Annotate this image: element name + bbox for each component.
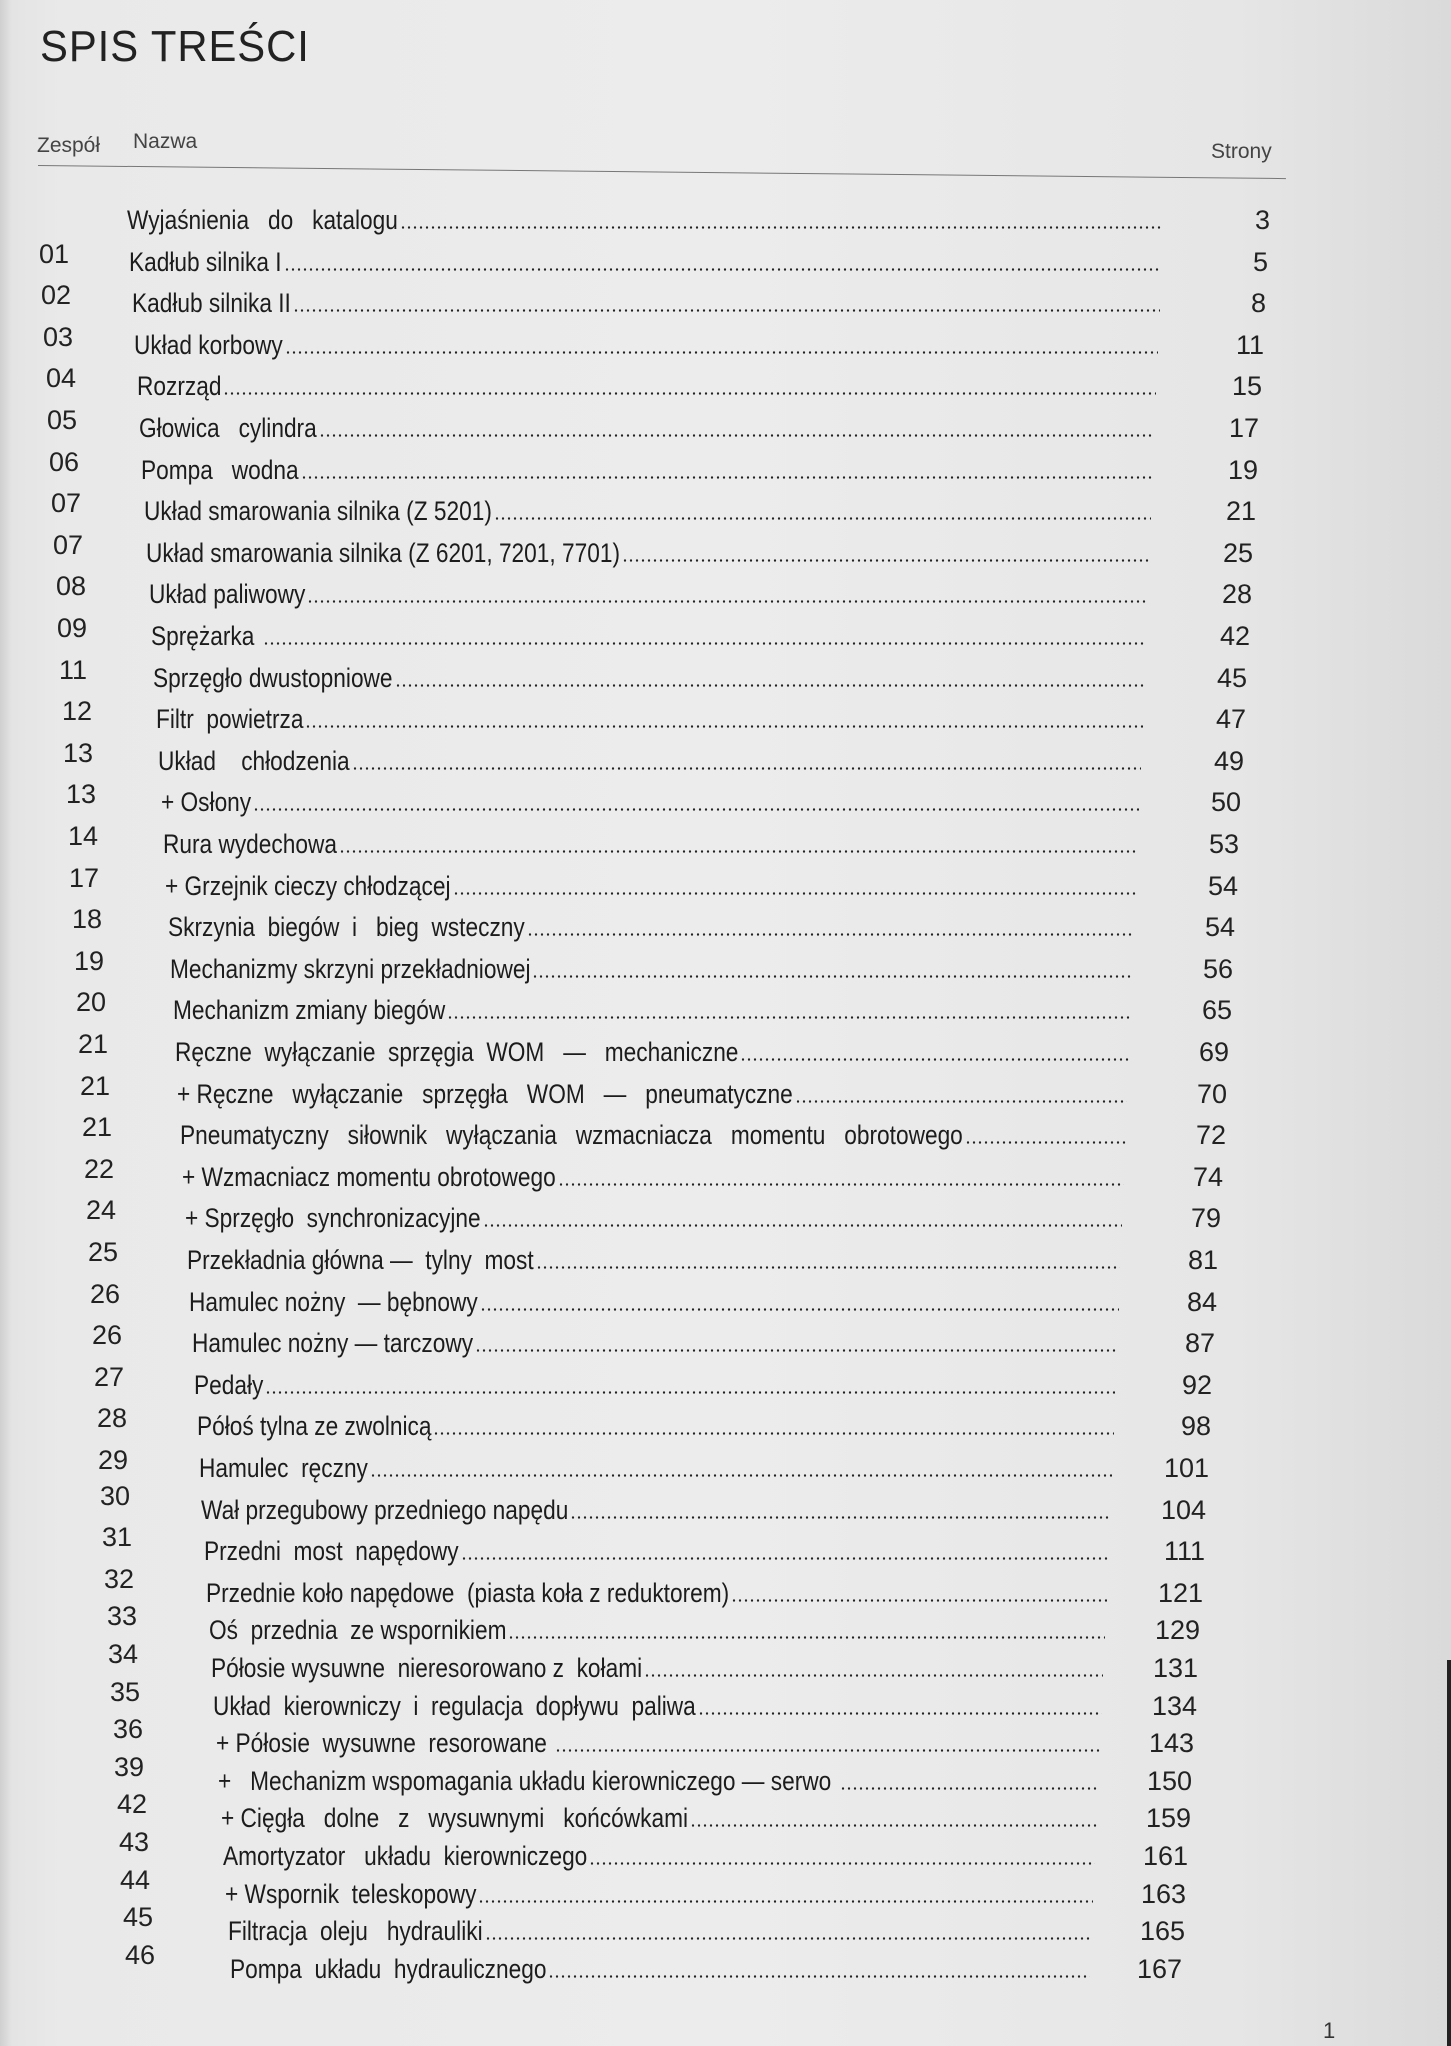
entry-title: Przednie koło napędowe (piasta koła z reduktorem) [206, 1577, 730, 1608]
group-number: 26 [90, 1278, 121, 1309]
page-number: 15 [1231, 371, 1262, 402]
dot-leader [536, 1266, 1120, 1269]
entry-title: Układ smarowania silnika (Z 5201) [144, 496, 492, 527]
group-number: 07 [53, 529, 84, 560]
page-number: 111 [1163, 1536, 1205, 1567]
page-number: 131 [1152, 1653, 1198, 1683]
page-number: 8 [1250, 288, 1266, 319]
toc-entry[interactable] [0, 1236, 1451, 1276]
toc-entry[interactable] [0, 862, 1451, 902]
group-number: 25 [88, 1237, 119, 1267]
page-number: 47 [1215, 704, 1246, 735]
page-number: 17 [1228, 413, 1259, 443]
page-number: 121 [1157, 1577, 1203, 1608]
toc-entry[interactable] [0, 1028, 1451, 1068]
dot-leader [253, 808, 1139, 811]
dot-leader [840, 1787, 1098, 1790]
dot-leader [263, 642, 1146, 645]
dot-leader [285, 351, 1158, 354]
dot-leader [265, 1391, 1115, 1394]
page-number: 70 [1196, 1078, 1227, 1109]
entry-title: Przedni most napędowy [204, 1536, 459, 1567]
toc-entry[interactable] [0, 1827, 1451, 1872]
toc-entry[interactable] [0, 1319, 1451, 1359]
toc-entry[interactable] [0, 1751, 1451, 1797]
entry-title-with-leader [223, 1840, 1095, 1872]
toc-entry[interactable] [0, 1639, 1451, 1684]
toc-entry[interactable] [0, 820, 1451, 860]
entry-title: Mechanizmy skrzyni przekładniowej [170, 953, 531, 984]
entry-title-with-leader [129, 246, 1161, 278]
page-number: 163 [1140, 1878, 1186, 1909]
toc-entry[interactable] [0, 1864, 1451, 1910]
dot-leader [548, 1975, 1090, 1978]
page-number: 104 [1160, 1494, 1206, 1525]
dot-leader [508, 1636, 1105, 1639]
entry-title-with-leader [180, 1119, 1126, 1151]
entry-title: + Osłony [161, 787, 252, 818]
page-number: 5 [1252, 246, 1268, 277]
toc-entry[interactable] [0, 1789, 1451, 1834]
dot-leader [475, 1349, 1117, 1352]
page-number: 50 [1210, 787, 1241, 818]
entry-title-with-leader [170, 953, 1132, 985]
entry-title: Pneumatyczny siłownik wyłączania wzmacniacza momentu obrotowego [180, 1120, 963, 1151]
group-number: 13 [66, 779, 97, 810]
toc-entry[interactable] [0, 1601, 1451, 1646]
toc-entry[interactable] [0, 1070, 1451, 1110]
dot-leader [453, 892, 1137, 895]
page-number: 54 [1207, 870, 1238, 901]
toc-entry[interactable] [0, 279, 1451, 319]
entry-title: + Półosie wysuwne resorowane [216, 1728, 554, 1759]
toc-entry[interactable] [0, 903, 1451, 943]
page-number: 134 [1151, 1690, 1197, 1721]
dot-leader [690, 1824, 1097, 1827]
toc-entry[interactable] [0, 446, 1451, 486]
toc-entry[interactable] [0, 321, 1451, 361]
page-number: 56 [1202, 953, 1233, 984]
dot-leader [447, 1016, 1131, 1019]
entry-title-with-leader [151, 620, 1146, 652]
page-number: 143 [1148, 1728, 1194, 1759]
entry-title: + Wspornik teleskopowy [225, 1878, 477, 1909]
toc-entry[interactable] [0, 404, 1451, 444]
toc-entry[interactable] [0, 1939, 1451, 1985]
dot-leader [483, 1224, 1122, 1227]
group-number: 04 [46, 363, 77, 394]
dot-leader [433, 1432, 1114, 1435]
group-number: 34 [108, 1639, 139, 1669]
entry-title: Kadłub silnika I [129, 246, 282, 277]
group-number: 44 [120, 1864, 151, 1895]
entry-title: Pedały [194, 1369, 264, 1400]
dot-leader [527, 933, 1134, 936]
entry-title-with-leader [218, 1765, 1098, 1797]
entry-title-with-leader [149, 578, 1148, 610]
entry-title-with-leader [137, 370, 1156, 402]
entry-title: Pompa układu hydraulicznego [230, 1953, 547, 1984]
group-number: 05 [47, 405, 78, 435]
group-number: 32 [104, 1563, 135, 1594]
group-number: 07 [51, 488, 82, 519]
dot-leader [644, 1674, 1103, 1677]
entry-title-with-leader [144, 495, 1151, 527]
column-header-name: Nazwa [133, 130, 198, 153]
entry-title: Układ chłodzenia [158, 745, 350, 776]
entry-title-with-leader [230, 1953, 1090, 1985]
entry-title-with-leader [156, 703, 1143, 735]
group-number: 45 [123, 1902, 154, 1933]
toc-entry[interactable] [0, 1480, 1451, 1526]
toc-entry[interactable] [0, 1153, 1451, 1193]
group-number: 06 [49, 446, 80, 477]
page-number: 65 [1201, 995, 1232, 1026]
toc-entry[interactable] [0, 1522, 1451, 1567]
group-number: 12 [62, 696, 93, 727]
entry-title: Filtr powietrza [156, 704, 304, 735]
entry-title-with-leader [209, 1614, 1105, 1646]
group-number: 21 [82, 1112, 113, 1143]
group-number: 43 [119, 1827, 150, 1857]
toc-entry[interactable] [0, 737, 1451, 777]
dot-leader [480, 1308, 1119, 1311]
page-number: 11 [1235, 329, 1264, 360]
page-number: 84 [1186, 1286, 1217, 1317]
page-number: 79 [1190, 1203, 1221, 1234]
entry-title: Hamulec nożny — tarczowy [192, 1328, 474, 1359]
group-number: 17 [69, 862, 100, 893]
group-number: 27 [94, 1361, 125, 1392]
entry-title-with-leader [153, 662, 1144, 694]
group-number: 08 [56, 571, 87, 602]
entry-title-with-leader [134, 329, 1158, 361]
dot-leader [558, 1183, 1124, 1186]
group-number: 18 [72, 904, 103, 935]
dot-leader [223, 392, 1156, 395]
entry-title-with-leader [206, 1577, 1107, 1609]
entry-title-with-leader [201, 1494, 1110, 1526]
toc-entry[interactable] [0, 529, 1451, 569]
group-number: 14 [68, 821, 99, 851]
toc-entry[interactable] [0, 1111, 1451, 1151]
dot-leader [698, 1712, 1102, 1715]
page-number: 129 [1154, 1615, 1200, 1646]
footer-page-number: 1 [1323, 2018, 1336, 2043]
entry-title: Hamulec nożny — bębnowy [189, 1286, 478, 1317]
group-number: 35 [110, 1676, 141, 1707]
toc-entry[interactable] [0, 654, 1451, 694]
entry-title-with-leader [213, 1690, 1102, 1722]
entry-title: + Grzejnik cieczy chłodzącej [165, 870, 451, 901]
page-number: 161 [1142, 1841, 1188, 1871]
entry-title-with-leader [163, 828, 1137, 860]
entry-title-with-leader [225, 1878, 1093, 1910]
entry-title: Filtracja oleju hydrauliki [228, 1916, 483, 1947]
page-number: 3 [1254, 205, 1270, 235]
entry-title-with-leader [127, 204, 1163, 236]
toc-entry[interactable] [0, 1361, 1451, 1401]
entry-title: Rozrząd [137, 371, 222, 402]
column-header-group: Zespół [37, 134, 101, 157]
entry-title: Skrzynia biegów i bieg wsteczny [168, 912, 525, 943]
group-number: 39 [114, 1751, 145, 1782]
page-number: 167 [1136, 1953, 1182, 1984]
entry-title: Półoś tylna ze zwolnicą [197, 1411, 432, 1442]
entry-title: Sprzęgło dwustopniowe [153, 662, 393, 693]
entry-title-with-leader [132, 287, 1160, 319]
toc-entry[interactable] [0, 1563, 1451, 1609]
page-number: 49 [1213, 745, 1244, 776]
toc-entry[interactable] [0, 570, 1451, 610]
entry-title: + Sprzęgło synchronizacyjne [185, 1203, 481, 1234]
entry-title-with-leader [168, 911, 1134, 943]
toc-entry[interactable] [0, 945, 1451, 985]
entry-title: Mechanizm zmiany biegów [173, 995, 446, 1026]
entry-title: Sprężarka [151, 621, 261, 651]
dot-leader [485, 1937, 1092, 1940]
entry-title-with-leader [165, 870, 1136, 902]
page-edge-shadow [1447, 1660, 1451, 2046]
dot-leader [589, 1862, 1095, 1865]
entry-title: Układ smarowania silnika (Z 6201, 7201, 7701) [146, 537, 621, 568]
page-number: 45 [1216, 662, 1247, 693]
dot-leader [400, 226, 1163, 229]
entry-title-with-leader [221, 1802, 1097, 1834]
toc-entry[interactable] [0, 362, 1451, 402]
page-number: 28 [1221, 579, 1252, 610]
page-number: 54 [1204, 912, 1235, 943]
entry-title: Układ paliwowy [149, 579, 306, 610]
dot-leader [494, 517, 1151, 520]
group-number: 31 [102, 1522, 133, 1553]
dot-leader [305, 725, 1143, 728]
toc-entry[interactable] [0, 1902, 1451, 1947]
entry-title-with-leader [177, 1078, 1127, 1110]
group-number: 33 [107, 1601, 138, 1632]
entry-title-with-leader [161, 786, 1139, 818]
entry-title: + Wzmacniacz momentu obrotowego [182, 1161, 556, 1192]
page-number: 98 [1180, 1411, 1211, 1442]
page-number: 101 [1163, 1453, 1209, 1483]
dot-leader [339, 850, 1137, 853]
entry-title-with-leader [216, 1727, 1100, 1759]
group-number: 19 [74, 945, 105, 976]
entry-title-with-leader [189, 1286, 1119, 1318]
dot-leader [570, 1516, 1110, 1519]
entry-title: Rura wydechowa [163, 829, 337, 859]
page-number: 159 [1145, 1803, 1191, 1834]
group-number: 22 [84, 1153, 115, 1184]
header-divider [38, 165, 1286, 179]
group-number: 03 [43, 321, 74, 352]
dot-leader [740, 1058, 1129, 1061]
group-number: 29 [98, 1445, 129, 1475]
page-number: 53 [1208, 829, 1239, 859]
dot-leader [370, 1474, 1112, 1477]
toc-entry[interactable] [0, 612, 1451, 652]
entry-title: Układ kierowniczy i regulacja dopływu paliwa [213, 1690, 696, 1721]
dot-leader [795, 1100, 1127, 1103]
dot-leader [532, 975, 1132, 978]
group-number: 21 [80, 1070, 111, 1101]
group-number: 09 [57, 613, 88, 643]
page-number: 42 [1219, 621, 1250, 651]
entry-title: Wał przegubowy przedniego napędu [201, 1494, 569, 1525]
toc-entry[interactable] [0, 986, 1451, 1026]
toc-entry[interactable] [0, 1402, 1451, 1442]
dot-leader [307, 600, 1148, 603]
entry-title: Hamulec ręczny [199, 1453, 368, 1483]
page-number: 165 [1139, 1916, 1185, 1947]
toc-entry[interactable] [0, 1714, 1451, 1759]
dot-leader [284, 268, 1161, 271]
page-title: SPIS TREŚCI [40, 22, 310, 71]
entry-title-with-leader [175, 1036, 1129, 1068]
entry-title-with-leader [228, 1915, 1092, 1947]
entry-title-with-leader [187, 1244, 1120, 1276]
toc-entry[interactable] [0, 695, 1451, 735]
toc-entry[interactable] [0, 196, 1451, 236]
dot-leader [293, 309, 1160, 312]
dot-leader [301, 476, 1153, 479]
dot-leader [319, 434, 1154, 437]
entry-title-with-leader [197, 1410, 1114, 1442]
entry-title: Pompa wodna [141, 454, 299, 485]
page-number: 69 [1198, 1037, 1229, 1067]
column-header-pages: Strony [1211, 140, 1272, 163]
entry-title: Przekładnia główna — tylny most [187, 1245, 534, 1275]
entry-title-with-leader [192, 1327, 1117, 1359]
entry-title-with-leader [158, 745, 1141, 777]
page-number: 72 [1195, 1120, 1226, 1151]
group-number: 28 [97, 1403, 128, 1434]
entry-title-with-leader [146, 537, 1149, 569]
toc-entry[interactable] [0, 487, 1451, 527]
group-number: 20 [76, 987, 107, 1018]
group-number: 26 [92, 1320, 123, 1351]
entry-title: Układ korbowy [134, 329, 283, 360]
group-number: 02 [41, 280, 72, 311]
group-number: 42 [117, 1789, 148, 1820]
entry-title: + Cięgła dolne z wysuwnymi końcówkami [221, 1803, 689, 1834]
entry-title: Oś przednia ze wspornikiem [209, 1615, 507, 1646]
group-number: 36 [113, 1714, 144, 1745]
dot-leader [555, 1749, 1100, 1752]
entry-title: Wyjaśnienia do katalogu [127, 205, 398, 235]
page-number: 74 [1192, 1161, 1223, 1192]
entry-title-with-leader [204, 1535, 1109, 1567]
entry-title-with-leader [182, 1161, 1124, 1193]
toc-entry[interactable] [0, 1676, 1451, 1722]
page-number: 81 [1187, 1245, 1218, 1275]
dot-leader [461, 1557, 1109, 1560]
dot-leader [622, 559, 1149, 562]
toc-entry[interactable] [0, 1194, 1451, 1234]
entry-title: Półosie wysuwne nieresorowano z kołami [211, 1653, 643, 1683]
entry-title-with-leader [185, 1202, 1122, 1234]
page-number: 19 [1227, 454, 1258, 485]
dot-leader [352, 767, 1141, 770]
toc-entry[interactable] [0, 1444, 1451, 1484]
entry-title: + Mechanizm wspomagania układu kierowniczego — serwo [218, 1765, 838, 1796]
page-number: 87 [1184, 1328, 1215, 1359]
group-number: 46 [125, 1939, 156, 1970]
entry-title-with-leader [194, 1369, 1115, 1401]
entry-title-with-leader [173, 994, 1131, 1026]
group-number: 21 [78, 1029, 109, 1059]
dot-leader [731, 1599, 1107, 1602]
entry-title: + Ręczne wyłączanie sprzęgła WOM — pneumatyczne [177, 1078, 793, 1109]
entry-title-with-leader [141, 454, 1153, 486]
page-number: 92 [1181, 1369, 1212, 1400]
page-number: 25 [1222, 537, 1253, 568]
group-number: 11 [59, 654, 88, 685]
page-number: 150 [1146, 1765, 1192, 1796]
dot-leader [478, 1900, 1093, 1903]
toc-entry[interactable] [0, 1278, 1451, 1318]
page-number: 21 [1225, 496, 1256, 527]
entry-title: Głowica cylindra [139, 413, 317, 443]
dot-leader [965, 1141, 1126, 1144]
group-number: 13 [63, 737, 94, 768]
entry-title: Kadłub silnika II [132, 288, 291, 319]
entry-title-with-leader [211, 1652, 1103, 1684]
dot-leader [395, 684, 1144, 687]
entry-title-with-leader [199, 1452, 1112, 1484]
entry-title: Ręczne wyłączanie sprzęgia WOM — mechaniczne [175, 1037, 739, 1067]
entry-title: Amortyzator układu kierowniczego [223, 1841, 588, 1871]
group-number: 24 [86, 1195, 117, 1226]
toc-entry[interactable] [0, 238, 1451, 278]
entry-title-with-leader [139, 412, 1154, 444]
group-number: 01 [39, 238, 70, 269]
toc-entry[interactable] [0, 778, 1451, 818]
group-number: 30 [100, 1480, 131, 1511]
